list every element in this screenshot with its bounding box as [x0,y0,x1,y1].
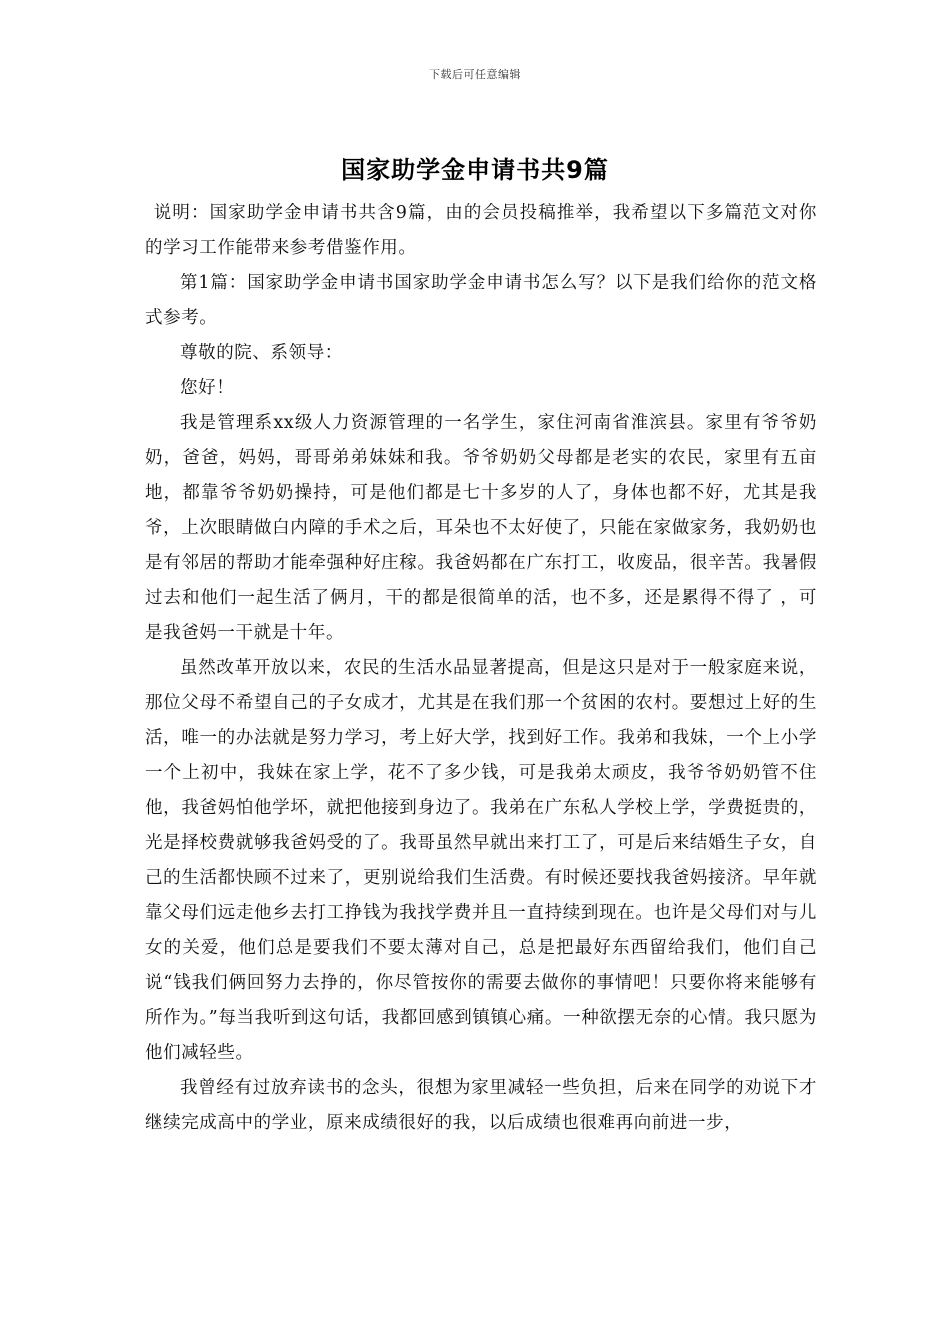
document-body [145,196,817,1141]
header-note: 下载后可任意编辑 [429,68,521,81]
paragraph-chapter-1: 第1篇：国家助学金申请书国家助学金申请书怎么写？以下是我们给你的范文格式参考。 [145,273,817,328]
paragraph-circumstances: 虽然改革开放以来，农民的生活水品显著提高，但是这只是对于一般家庭来说，那位父母不希望自己的子女成才，尤其是在我们那一个贫困的农村。要想过上好的生活，唯一的办法就是努力学习，考上好大学，找到好工作。我弟和我妹，一个上小学一个上初中，我妹在家上学，花不了多少钱，可是我弟太顽皮，我爷爷奶奶管不住他，我爸妈怕他学坏，就把他接到身边了。我弟在广东私人学校上学，学费挺贵的，光是择校费就够我爸妈受的了。我哥虽然早就出来打工了，可是后来结婚生子女，自己的生活都快顾不过来了，更别说给我们生活费。有时候还要找我爸妈接济。早年就靠父母们远走他乡去打工挣钱为我找学费并且一直持续到现在。也许是父母们对与儿女的关爱，他们总是要我们不要太薄对自己，总是把最好东西留给我们，他们自己说“钱我们俩回努力去挣的，你尽管按你的需要去做你的事情吧！只要你将来能够有所作为。”每当我听到这句话，我都回感到镇镇心痛。一种欲摆无奈的心情。我只愿为他们减轻些。 [145,658,817,1063]
paragraph-intro: 说明：国家助学金申请书共含9篇，由的会员投稿推举，我希望以下多篇范文对你的学习工作能带来参考借鉴作用。 [145,203,817,258]
paragraph-greeting: 您好！ [180,378,235,398]
paragraph-study: 我曾经有过放弃读书的念头，很想为家里减轻一些负担，后来在同学的劝说下才继续完成高中的学业，原来成绩很好的我，以后成绩也很难再向前进一步， [145,1078,817,1133]
paragraph-family: 我是管理系xx级人力资源管理的一名学生，家住河南省淮滨县。家里有爷爷奶奶，爸爸，妈妈，哥哥弟弟妹妹和我。爷爷奶奶父母都是老实的农民，家里有五亩地，都靠爷爷奶奶操持，可是他们都是七十多岁的人了，身体也都不好，尤其是我爷，上次眼睛做白内障的手术之后，耳朵也不太好使了，只能在家做家务，我奶奶也是有邻居的帮助才能牵强种好庄稼。我爸妈都在广东打工，收废品，很辛苦。我暑假过去和他们一起生活了俩月，干的都是很简单的活，也不多，还是累得不得了 ，可是我爸妈一干就是十年。 [145,413,817,643]
paragraph-salutation: 尊敬的院、系领导： [180,343,343,363]
document-title: 国家助学金申请书共9篇 [341,156,609,184]
